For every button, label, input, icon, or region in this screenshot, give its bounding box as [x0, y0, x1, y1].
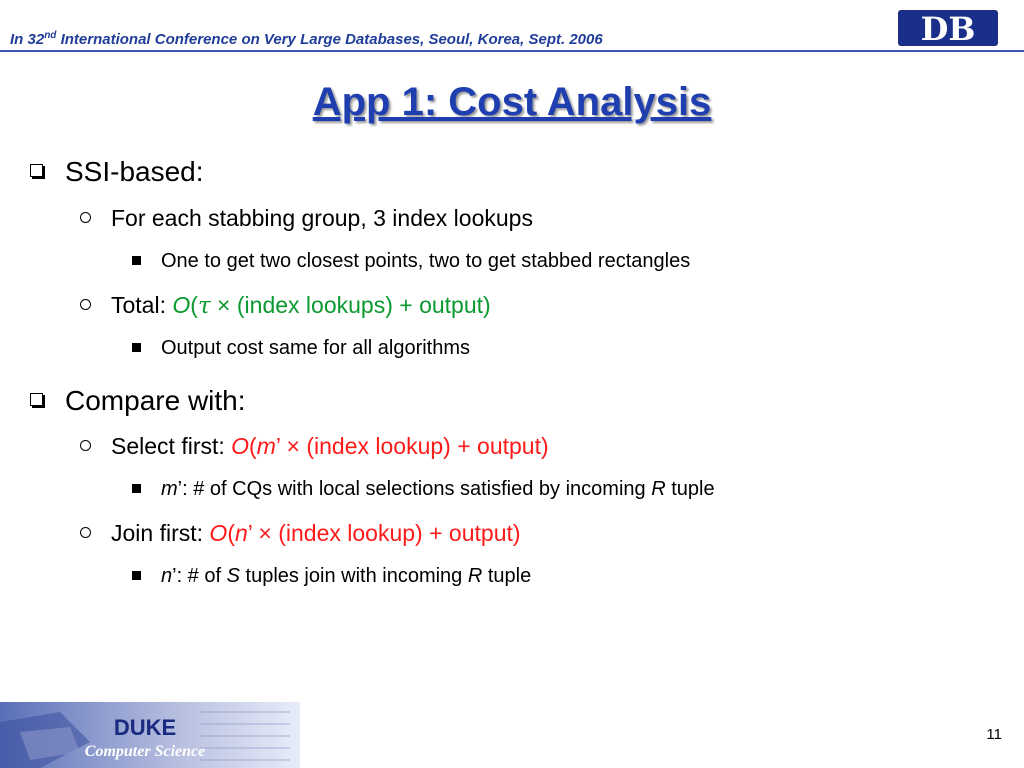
- square-bullet-icon: [30, 393, 43, 406]
- bullet-output-note: Output cost same for all algorithms: [132, 337, 470, 360]
- bullet-select-first: Select first: O(m’ × (index lookup) + output): [80, 433, 549, 460]
- filled-square-bullet-icon: [132, 256, 141, 265]
- bullet-compare: Compare with:: [30, 385, 246, 417]
- circle-bullet-icon: [80, 299, 91, 310]
- circle-bullet-icon: [80, 212, 91, 223]
- duke-db-logo: [896, 6, 1000, 48]
- circle-bullet-icon: [80, 527, 91, 538]
- bullet-join-first: Join first: O(n’ × (index lookup) + output): [80, 520, 521, 547]
- page-number: 11: [986, 726, 1002, 743]
- bullet-ssi: SSI-based:: [30, 156, 204, 188]
- svg-text:DB: DB: [920, 10, 976, 48]
- bullet-ssi-lookups: For each stabbing group, 3 index lookups: [80, 205, 533, 232]
- filled-square-bullet-icon: [132, 571, 141, 580]
- bullet-ssi-detail: One to get two closest points, two to get stabbed rectangles: [132, 250, 690, 273]
- filled-square-bullet-icon: [132, 343, 141, 352]
- duke-cs-footer-banner: [0, 702, 300, 768]
- filled-square-bullet-icon: [132, 484, 141, 493]
- square-bullet-icon: [30, 164, 43, 177]
- conference-header: In 32nd International Conference on Very Large Databases, Seoul, Korea, Sept. 2006: [10, 30, 603, 48]
- header-divider: [0, 50, 1024, 52]
- footer-dept: Computer Science: [84, 743, 206, 760]
- bullet-m-definition: m’: # of CQs with local selections satisfied by incoming R tuple: [132, 478, 715, 501]
- bullet-total: Total: O(τ × (index lookups) + output): [80, 292, 491, 319]
- footer-brand: DUKE: [113, 715, 177, 740]
- circle-bullet-icon: [80, 440, 91, 451]
- slide-title: App 1: Cost Analysis: [312, 80, 712, 124]
- bullet-n-definition: n’: # of S tuples join with incoming R tuple: [132, 565, 531, 588]
